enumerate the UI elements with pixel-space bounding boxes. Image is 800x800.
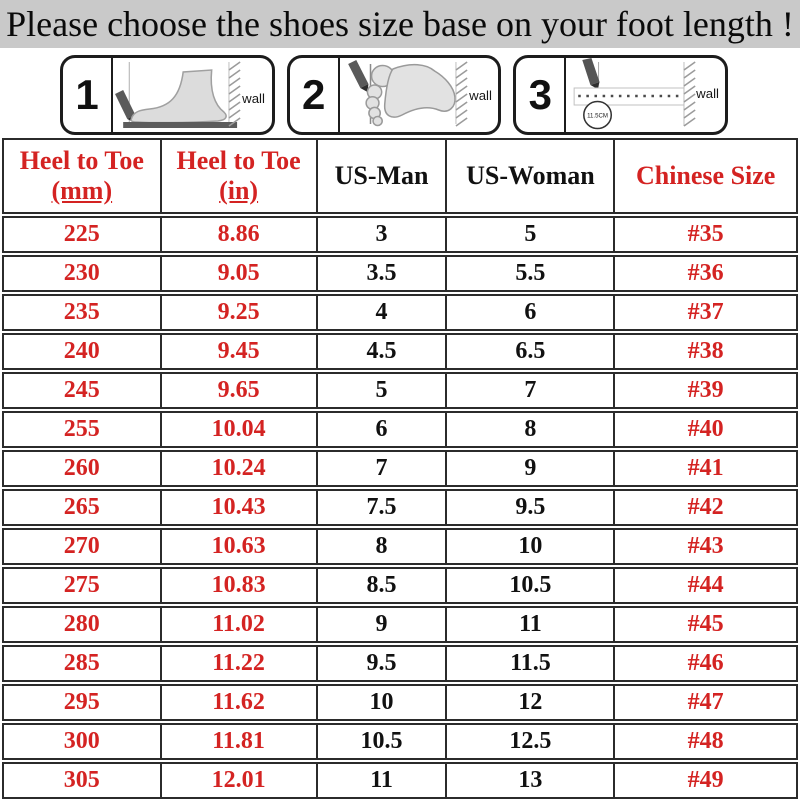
table-row [2, 762, 798, 799]
table-cell: 12.5 [447, 725, 615, 758]
table-cell: 9.45 [162, 335, 318, 368]
header-line1: Heel to Toe [176, 146, 301, 176]
table-cell: 10.83 [162, 569, 318, 602]
wall-label: wall [696, 86, 720, 101]
table-cell: 6 [318, 413, 448, 446]
foot-side-view-svg [113, 58, 272, 132]
table-cell: 8.86 [162, 218, 318, 251]
footprint-illustration [340, 58, 499, 132]
table-cell: 8 [447, 413, 615, 446]
table-row [2, 645, 798, 682]
table-row [2, 528, 798, 565]
table-cell: 3.5 [318, 257, 448, 290]
table-cell: #42 [687, 493, 724, 520]
size-table [2, 138, 798, 799]
table-cell: #39 [687, 376, 724, 403]
table-cell: 8 [318, 530, 448, 563]
table-cell: 305 [4, 764, 162, 797]
step-number: 3 [516, 58, 566, 132]
table-cell: 10.5 [447, 569, 615, 602]
table-cell: 265 [4, 491, 162, 524]
toe [373, 117, 382, 126]
page-title: Please choose the shoes size base on your foot length ! [6, 4, 794, 44]
wall-hatch [684, 62, 695, 126]
table-cell: #47 [687, 688, 724, 715]
column-header-chinese-size [615, 140, 796, 212]
step-number: 1 [63, 58, 113, 132]
table-row [2, 255, 798, 292]
table-cell: #41 [687, 454, 724, 481]
table-cell: #48 [687, 727, 724, 754]
column-header-us-man [318, 140, 448, 212]
table-cell: 10.04 [162, 413, 318, 446]
table-cell: 7 [447, 374, 615, 407]
foot-side-view-illustration [113, 58, 272, 132]
table-cell: 275 [4, 569, 162, 602]
pencil-icon [583, 58, 600, 85]
table-cell: #49 [687, 766, 724, 793]
table-row [2, 216, 798, 253]
table-row [2, 450, 798, 487]
instruction-step-3 [513, 55, 728, 135]
table-cell: 11.81 [162, 725, 318, 758]
table-cell: #35 [687, 220, 724, 247]
table-cell: 260 [4, 452, 162, 485]
table-cell: 10.43 [162, 491, 318, 524]
table-cell: 9.65 [162, 374, 318, 407]
table-row [2, 411, 798, 448]
table-cell: #37 [687, 298, 724, 325]
column-header-us-woman [447, 140, 615, 212]
table-cell: 300 [4, 725, 162, 758]
column-header-heel-to-toe-mm [4, 140, 162, 212]
table-cell: 10.24 [162, 452, 318, 485]
header-line1: US-Woman [466, 161, 595, 191]
header-line1: US-Man [334, 161, 429, 191]
measurement-value-label: 11.5CM [587, 113, 609, 120]
table-cell: 285 [4, 647, 162, 680]
table-cell: 10 [447, 530, 615, 563]
table-cell: 225 [4, 218, 162, 251]
table-cell: #38 [687, 337, 724, 364]
footprint-svg [340, 58, 499, 132]
wall-hatch [229, 62, 240, 126]
table-cell: 10.5 [318, 725, 448, 758]
table-cell: 235 [4, 296, 162, 329]
table-row [2, 333, 798, 370]
table-cell: 10.63 [162, 530, 318, 563]
header-line1: Chinese Size [635, 161, 776, 191]
table-row [2, 489, 798, 526]
table-cell: 11.62 [162, 686, 318, 719]
table-cell: 12 [447, 686, 615, 719]
pencil-icon [115, 90, 135, 119]
table-cell: 245 [4, 374, 162, 407]
table-cell: #46 [687, 649, 724, 676]
table-cell: 5 [318, 374, 448, 407]
table-cell: 13 [447, 764, 615, 797]
table-cell: 7.5 [318, 491, 448, 524]
header-line1: Heel to Toe [19, 146, 144, 176]
wall-label: wall [468, 88, 492, 103]
table-cell: #36 [687, 259, 724, 286]
instruction-step-1 [60, 55, 275, 135]
table-header-row [2, 138, 798, 214]
ruler-illustration [566, 58, 725, 132]
instruction-step-2 [287, 55, 502, 135]
table-body [2, 214, 798, 799]
table-cell: 12.01 [162, 764, 318, 797]
table-row [2, 567, 798, 604]
table-cell: 11 [318, 764, 448, 797]
table-cell: 3 [318, 218, 448, 251]
table-row [2, 723, 798, 760]
table-row [2, 294, 798, 331]
table-cell: 11.22 [162, 647, 318, 680]
table-cell: 270 [4, 530, 162, 563]
table-row [2, 372, 798, 409]
table-cell: 9.25 [162, 296, 318, 329]
table-cell: 11.02 [162, 608, 318, 641]
foot-shape [131, 70, 226, 123]
table-cell: #45 [687, 610, 724, 637]
table-cell: 5.5 [447, 257, 615, 290]
table-cell: #40 [687, 415, 724, 442]
table-cell: #43 [687, 532, 724, 559]
table-cell: 10 [318, 686, 448, 719]
table-row [2, 606, 798, 643]
table-cell: 7 [318, 452, 448, 485]
wall-label: wall [242, 91, 265, 106]
wall-hatch [456, 62, 467, 126]
header-unit: (in) [219, 176, 259, 205]
table-cell: 9 [447, 452, 615, 485]
pencil-icon [348, 60, 368, 88]
table-cell: 280 [4, 608, 162, 641]
title-banner [0, 0, 800, 48]
ground-bar [123, 122, 237, 128]
table-cell: 4.5 [318, 335, 448, 368]
table-cell: 8.5 [318, 569, 448, 602]
table-cell: 9.5 [318, 647, 448, 680]
table-cell: 230 [4, 257, 162, 290]
header-unit: (mm) [51, 176, 113, 205]
table-cell: #44 [687, 571, 724, 598]
table-cell: 9.05 [162, 257, 318, 290]
ruler-svg [566, 58, 725, 132]
table-cell: 9.5 [447, 491, 615, 524]
table-cell: 6.5 [447, 335, 615, 368]
table-cell: 4 [318, 296, 448, 329]
step-number: 2 [290, 58, 340, 132]
foot-sole-shape [384, 65, 454, 117]
measuring-instructions [60, 55, 728, 135]
column-header-heel-to-toe-in [162, 140, 318, 212]
table-cell: 5 [447, 218, 615, 251]
table-row [2, 684, 798, 721]
table-cell: 9 [318, 608, 448, 641]
table-cell: 6 [447, 296, 615, 329]
table-cell: 295 [4, 686, 162, 719]
table-cell: 240 [4, 335, 162, 368]
table-cell: 11.5 [447, 647, 615, 680]
table-cell: 255 [4, 413, 162, 446]
table-cell: 11 [447, 608, 615, 641]
